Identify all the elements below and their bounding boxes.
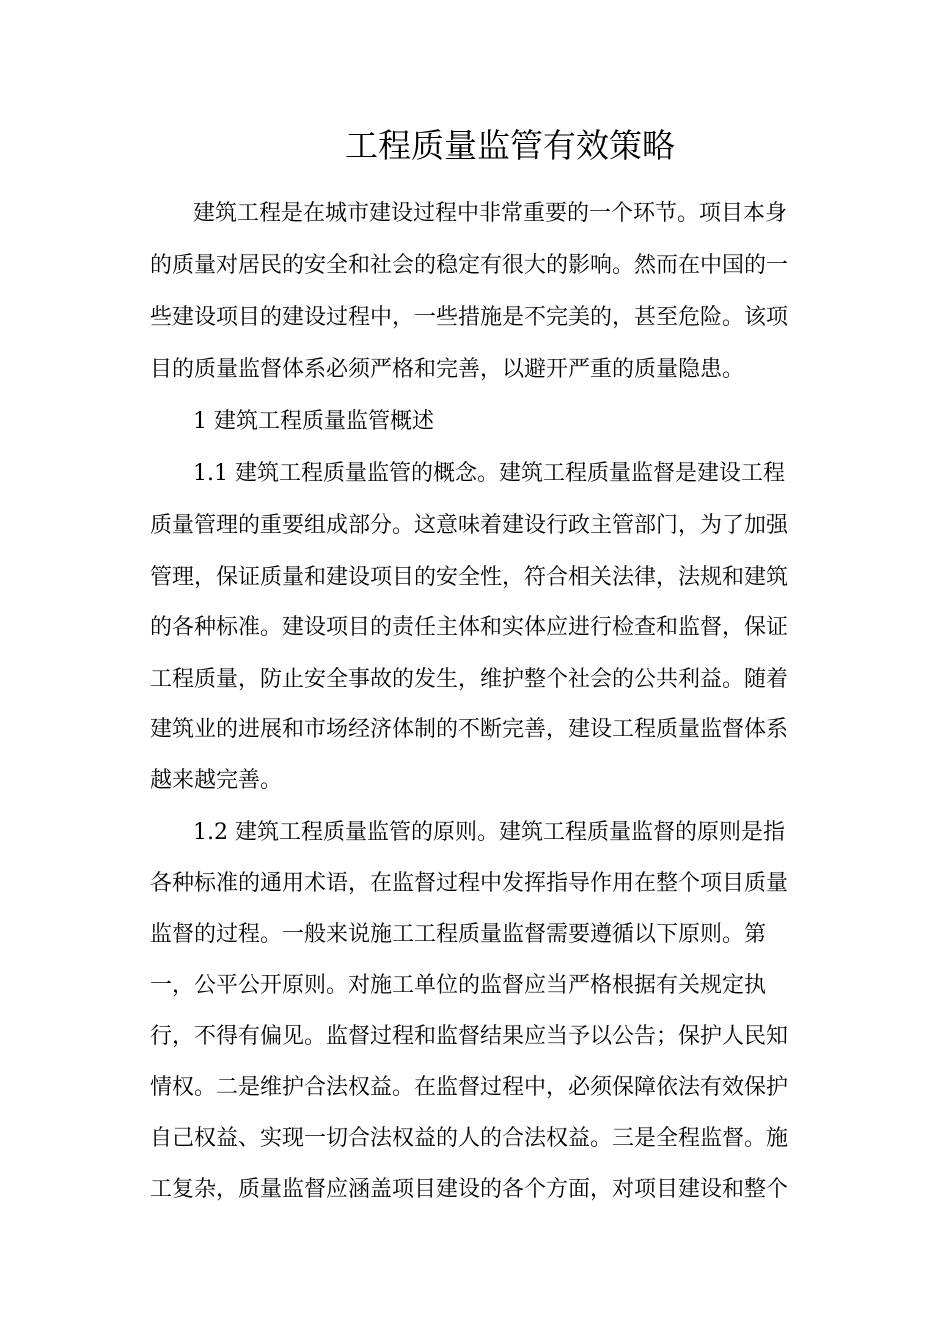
- paragraph-line: 1.2 建筑工程质量监管的原则。建筑工程质量监督的原则是指: [193, 820, 785, 845]
- paragraph-line: 管理，保证质量和建设项目的安全性，符合相关法律，法规和建筑: [150, 565, 789, 590]
- paragraph-line: 1.1 建筑工程质量监管的概念。建筑工程质量监督是建设工程: [193, 461, 785, 486]
- document-title: 工程质量监管有效策略: [345, 126, 675, 165]
- paragraph-line: 建筑业的进展和市场经济体制的不断完善，建设工程质量监督体系: [150, 717, 789, 742]
- paragraph-line: 情权。二是维护合法权益。在监督过程中，必须保障依法有效保护: [150, 1075, 789, 1100]
- paragraph-line: 工程质量，防止安全事故的发生，维护整个社会的公共利益。随着: [150, 667, 789, 692]
- paragraph-line: 些建设项目的建设过程中，一些措施是不完美的，甚至危险。该项: [150, 305, 789, 330]
- paragraph-line: 各种标准的通用术语，在监督过程中发挥指导作用在整个项目质量: [150, 871, 789, 896]
- paragraph-line: 一，公平公开原则。对施工单位的监督应当严格根据有关规定执: [150, 973, 767, 998]
- section-heading: 1 建筑工程质量监管概述: [193, 409, 434, 434]
- paragraph-line: 行，不得有偏见。监督过程和监督结果应当予以公告；保护人民知: [150, 1024, 789, 1049]
- paragraph-line: 自己权益、实现一切合法权益的人的合法权益。三是全程监督。施: [150, 1126, 789, 1151]
- paragraph-line: 监督的过程。一般来说施工工程质量监督需要遵循以下原则。第: [150, 922, 767, 947]
- paragraph-line: 的各种标准。建设项目的责任主体和实体应进行检查和监督，保证: [150, 615, 789, 640]
- paragraph-line: 建筑工程是在城市建设过程中非常重要的一个环节。项目本身: [193, 201, 788, 226]
- paragraph-line: 的质量对居民的安全和社会的稳定有很大的影响。然而在中国的一: [150, 253, 789, 278]
- paragraph-line: 越来越完善。: [150, 768, 283, 793]
- paragraph-line: 质量管理的重要组成部分。这意味着建设行政主管部门，为了加强: [150, 513, 789, 538]
- paragraph-line: 工复杂，质量监督应涵盖项目建设的各个方面，对项目建设和整个: [150, 1177, 789, 1202]
- paragraph-line: 目的质量监督体系必须严格和完善，以避开严重的质量隐患。: [150, 357, 745, 382]
